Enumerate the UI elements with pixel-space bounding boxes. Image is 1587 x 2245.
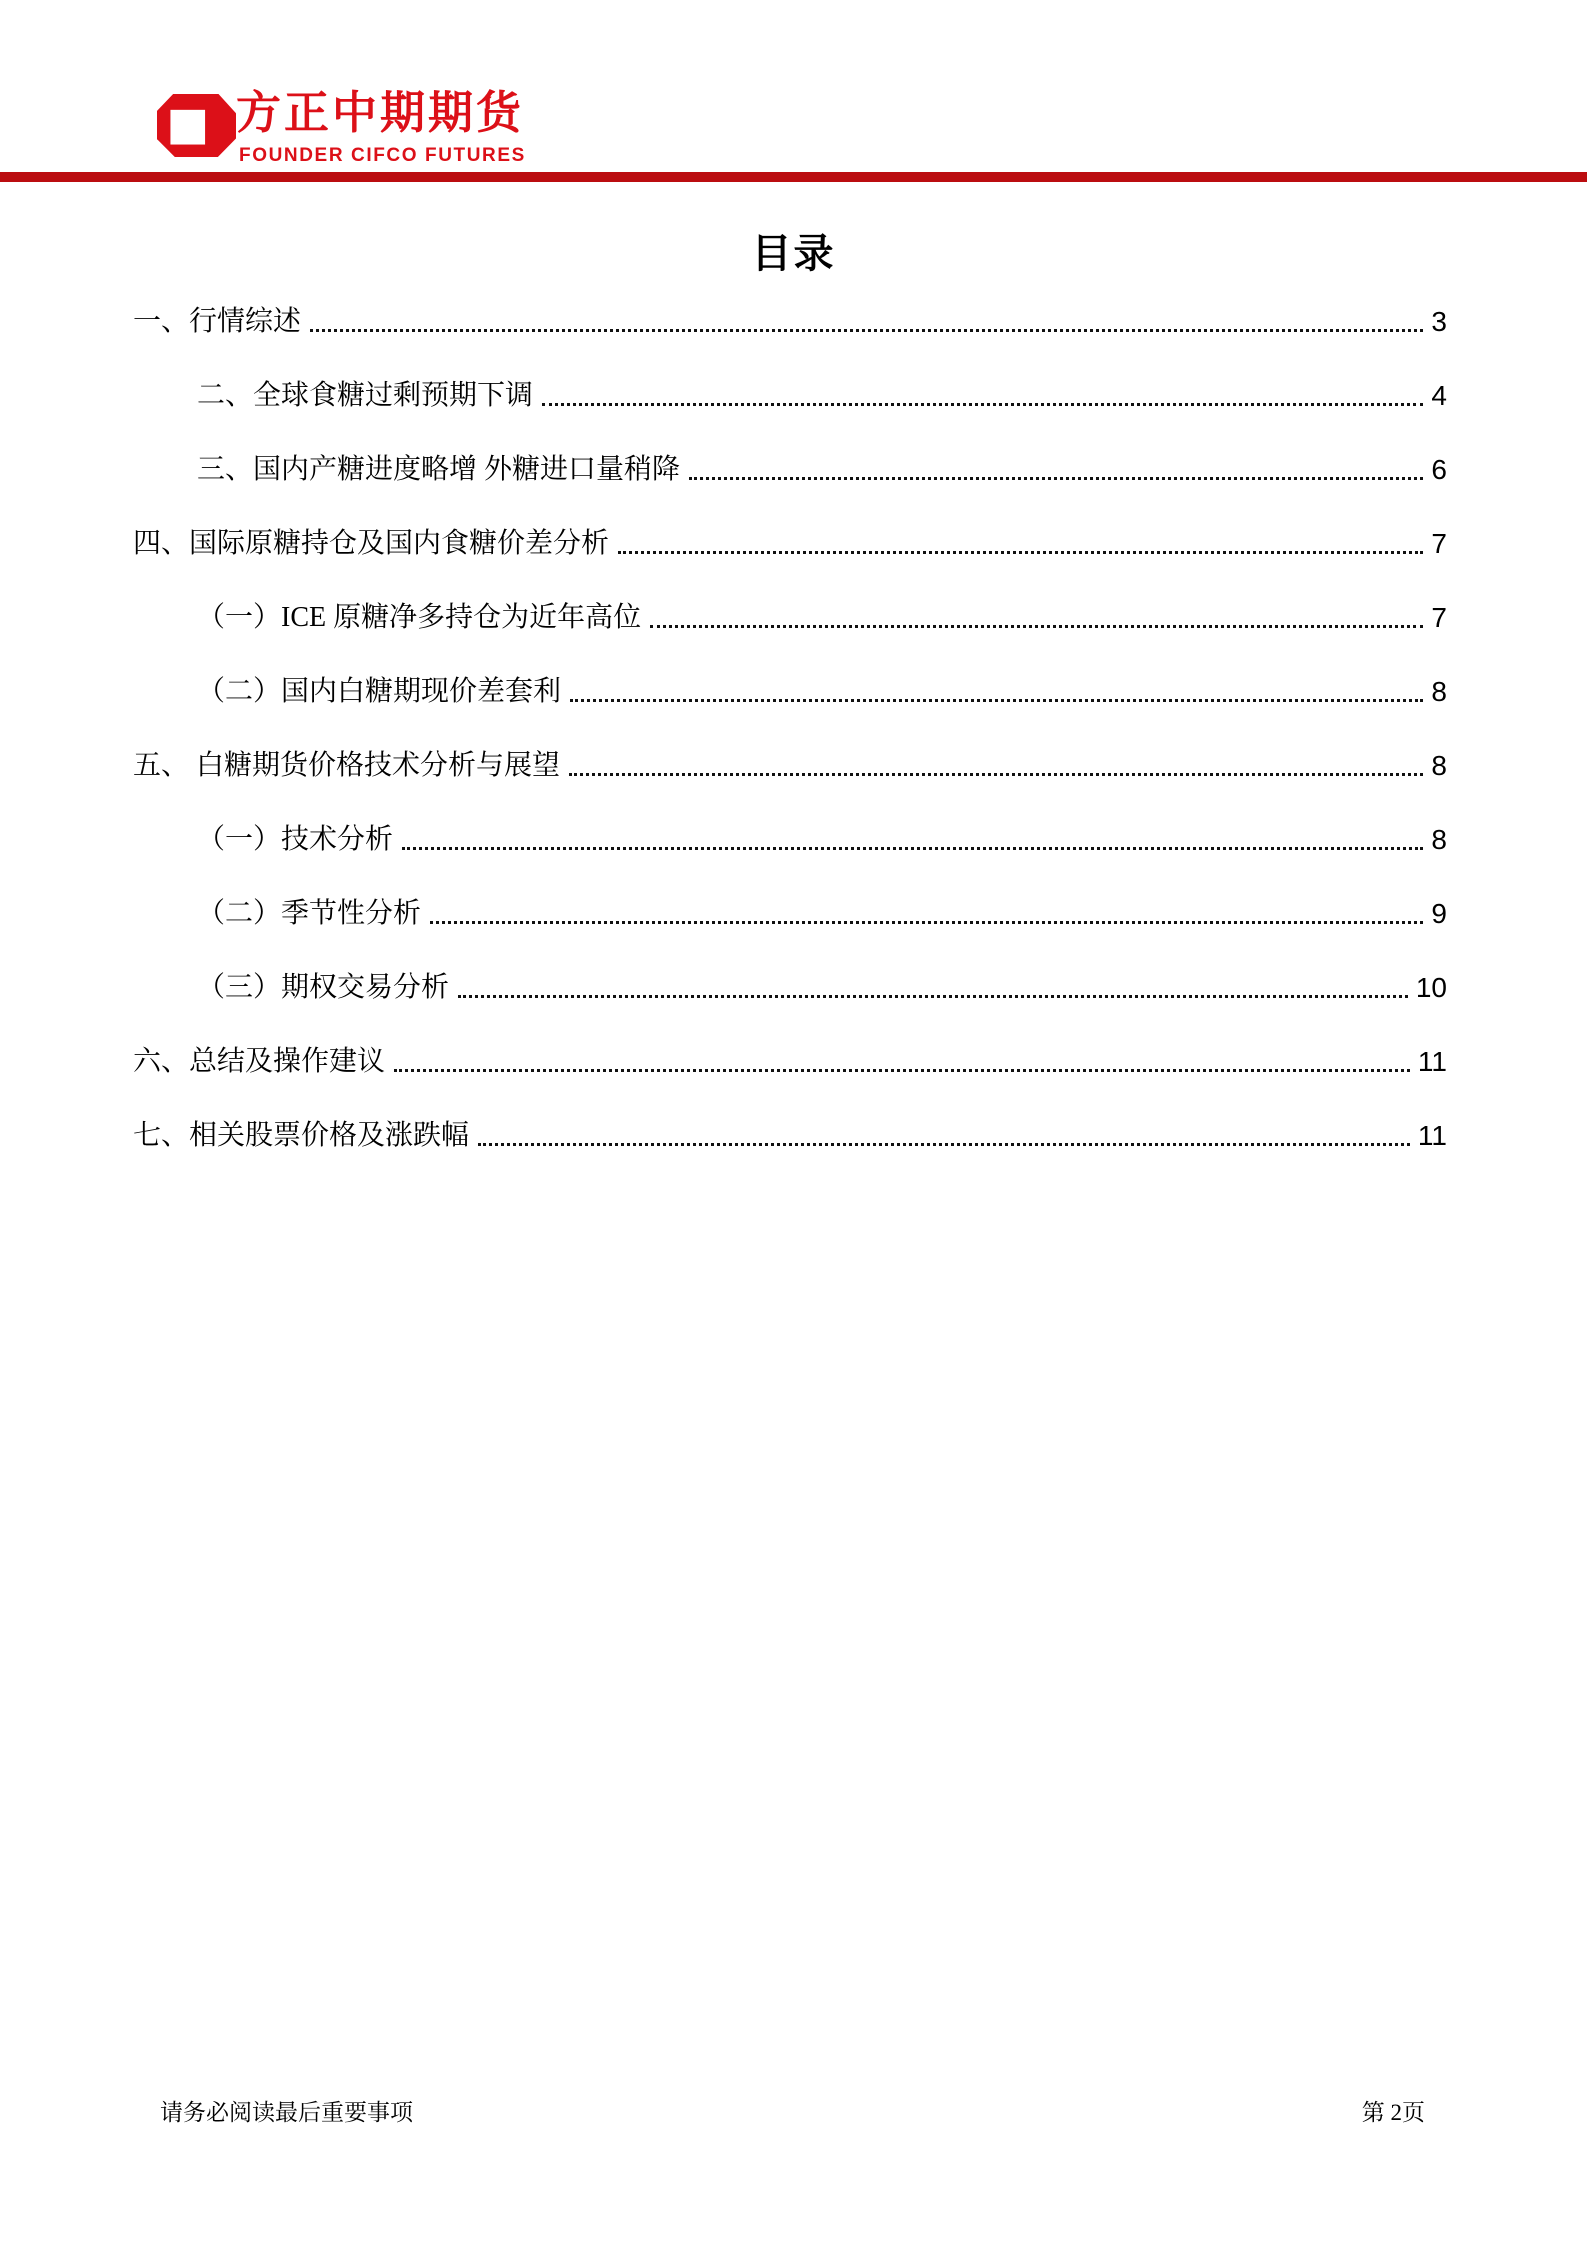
toc-entry-page: 6	[1431, 454, 1447, 485]
toc-dot-leader	[394, 1069, 1410, 1072]
toc-entry-label: （一）ICE 原糖净多持仓为近年高位	[197, 602, 642, 633]
toc-dot-leader	[402, 847, 1423, 850]
toc-entry[interactable]	[133, 380, 1447, 410]
toc-list	[133, 306, 1447, 1194]
toc-entry-label: 二、全球食糖过剩预期下调	[197, 380, 534, 411]
toc-entry-label: 五、 白糖期货价格技术分析与展望	[133, 750, 561, 781]
toc-entry-page: 11	[1417, 1120, 1447, 1151]
toc-entry[interactable]	[133, 528, 1447, 558]
toc-entry[interactable]	[133, 676, 1447, 706]
footer-disclaimer: 请务必阅读最后重要事项	[160, 2100, 413, 2125]
toc-dot-leader	[569, 773, 1423, 776]
header-divider-rule	[0, 172, 1587, 182]
toc-dot-leader	[650, 625, 1423, 628]
toc-entry-page: 4	[1431, 380, 1447, 411]
toc-dot-leader	[458, 995, 1408, 998]
report-header	[0, 0, 1587, 183]
toc-entry-label: 六、总结及操作建议	[133, 1046, 386, 1077]
page-footer	[160, 2094, 1425, 2127]
toc-dot-leader	[542, 403, 1423, 406]
toc-entry-page: 8	[1431, 824, 1447, 855]
toc-entry-label: 七、相关股票价格及涨跌幅	[133, 1120, 470, 1151]
logo-cube-icon	[157, 94, 236, 157]
toc-entry-label: （二）季节性分析	[197, 898, 422, 929]
toc-entry[interactable]	[133, 750, 1447, 780]
toc-entry[interactable]	[133, 602, 1447, 632]
toc-entry-page: 3	[1431, 306, 1447, 337]
toc-entry-page: 11	[1417, 1046, 1447, 1077]
toc-entry[interactable]	[133, 1046, 1447, 1076]
toc-dot-leader	[478, 1143, 1410, 1146]
company-name-english: FOUNDER CIFCO FUTURES	[239, 145, 526, 166]
toc-entry-label: 一、行情综述	[133, 306, 302, 337]
toc-entry[interactable]	[133, 898, 1447, 928]
toc-entry-label: （一）技术分析	[197, 824, 394, 855]
toc-entry-label: 三、国内产糖进度略增 外糖进口量稍降	[197, 454, 681, 485]
toc-dot-leader	[689, 477, 1423, 480]
toc-entry-page: 7	[1431, 528, 1447, 559]
company-name-chinese: 方正中期期货	[236, 87, 525, 138]
toc-entry-page: 8	[1431, 750, 1447, 781]
footer-page-number: 第 2页	[1361, 2100, 1425, 2125]
toc-entry-label: （三）期权交易分析	[197, 972, 450, 1003]
toc-entry-page: 10	[1415, 972, 1447, 1003]
toc-entry-page: 7	[1431, 602, 1447, 633]
toc-dot-leader	[430, 921, 1423, 924]
toc-entry-page: 9	[1431, 898, 1447, 929]
toc-entry[interactable]	[133, 972, 1447, 1002]
toc-entry[interactable]	[133, 306, 1447, 336]
toc-entry-label: 四、国际原糖持仓及国内食糖价差分析	[133, 528, 610, 559]
toc-title: 目录	[751, 231, 836, 276]
toc-entry[interactable]	[133, 1120, 1447, 1150]
toc-entry-label: （二）国内白糖期现价差套利	[197, 676, 562, 707]
toc-dot-leader	[570, 699, 1423, 702]
toc-entry[interactable]	[133, 454, 1447, 484]
toc-dot-leader	[310, 329, 1423, 332]
toc-entry[interactable]	[133, 824, 1447, 854]
toc-dot-leader	[618, 551, 1423, 554]
toc-entry-page: 8	[1431, 676, 1447, 707]
